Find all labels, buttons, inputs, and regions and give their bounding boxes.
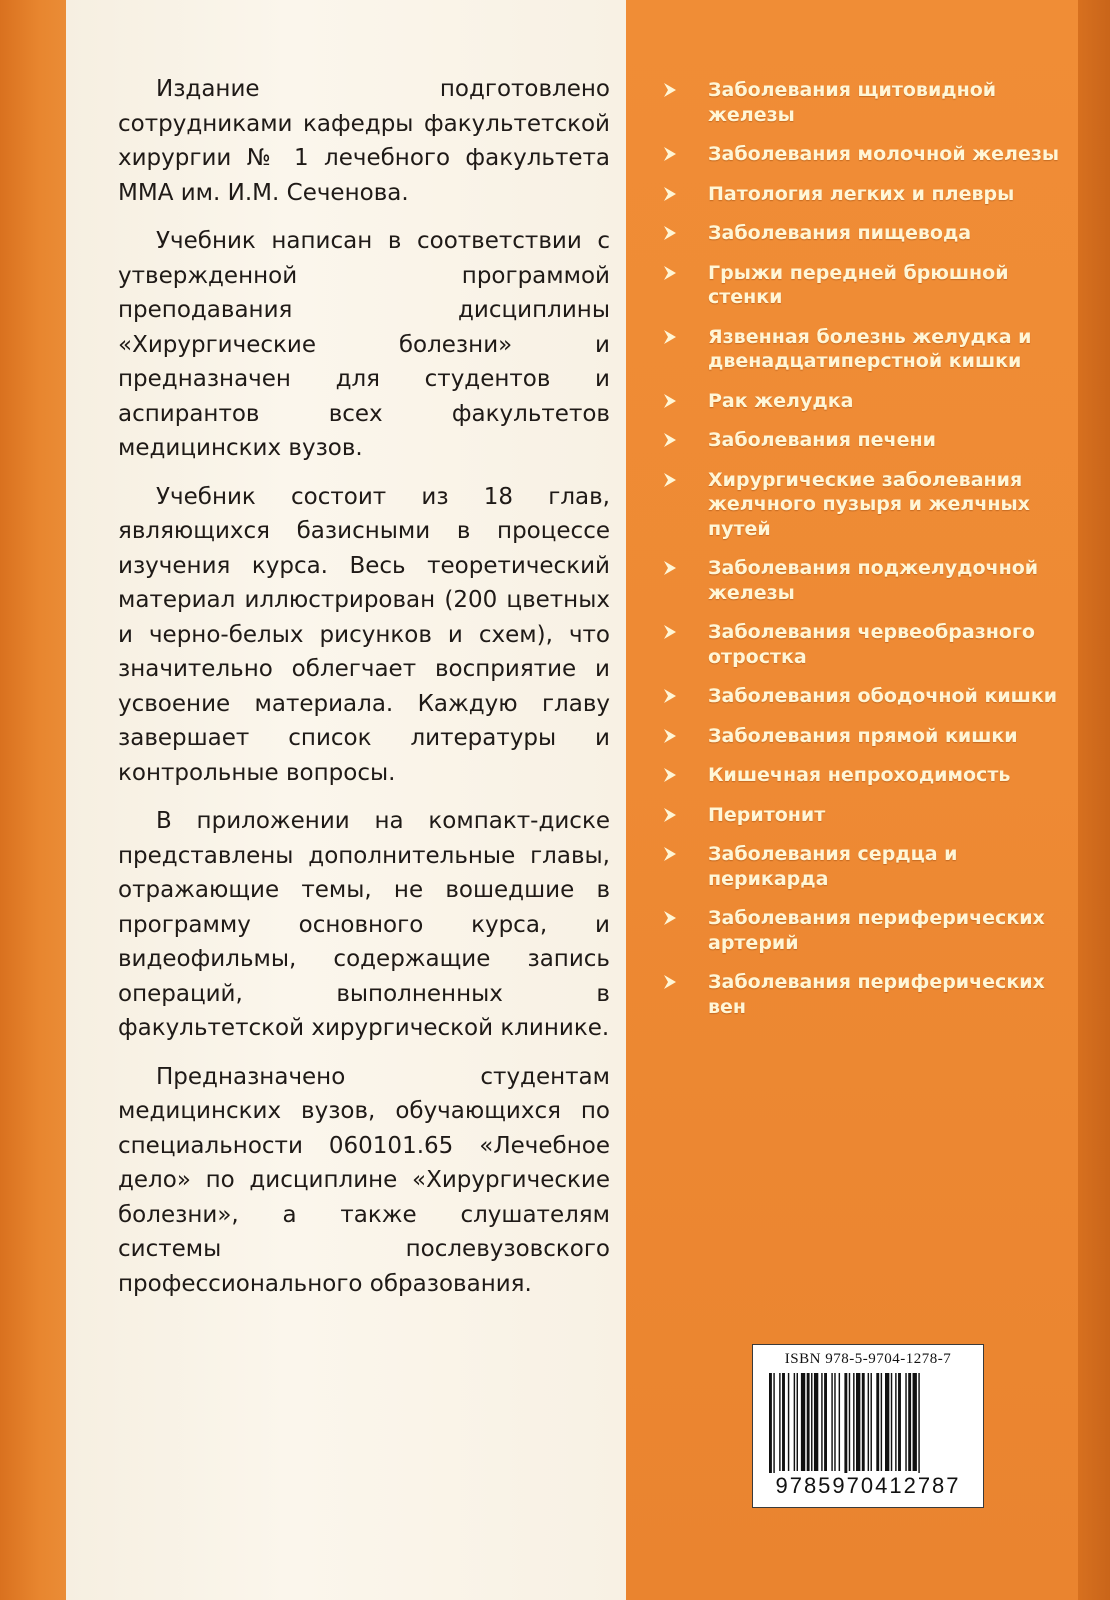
topic-item — [660, 221, 1060, 246]
chevron-right-icon — [662, 146, 678, 162]
topic-label: Заболевания щитовидной железы — [708, 79, 997, 126]
topic-label: Кишечная непроходимость — [708, 764, 1011, 786]
topic-item — [660, 970, 1060, 1019]
description-paragraph-4: В приложении на компакт-диске представлены дополнительные главы, отражающие темы, не вошедшие в программу основного курса, и видеофильмы, содержащие запись операций, выполненных в факультетской хирургической клинике. — [118, 808, 610, 1041]
cover-right-edge — [1078, 0, 1110, 1600]
topic-item — [660, 556, 1060, 605]
cover-left-band — [0, 0, 66, 1600]
chevron-right-icon — [662, 807, 678, 823]
topic-item — [660, 620, 1060, 669]
chevron-right-icon — [662, 688, 678, 704]
topic-label: Заболевания сердца и перикарда — [708, 843, 958, 890]
chevron-right-icon — [662, 974, 678, 990]
chevron-right-icon — [662, 472, 678, 488]
topic-label: Заболевания печени — [708, 429, 936, 451]
topic-item — [660, 684, 1060, 709]
isbn-label: ISBN 978-5-9704-1278-7 — [784, 1351, 952, 1367]
chevron-right-icon — [662, 225, 678, 241]
chevron-right-icon — [662, 186, 678, 202]
topic-label: Заболевания пищевода — [708, 222, 972, 244]
topic-label: Заболевания молочной железы — [708, 143, 1060, 165]
chevron-right-icon — [662, 329, 678, 345]
description-paragraph-3: Учебник состоит из 18 глав, являющихся базисными в процессе изучения курса. Весь теоретический материал иллюстрирован (200 цветных и черно-белых рисунков и схем), что значительно облегчает восприятие и усвоение материала. Каждую главу завершает список литературы и контрольные вопросы. — [118, 483, 610, 786]
topics-list — [660, 78, 1060, 1034]
topic-item — [660, 842, 1060, 891]
isbn-digits: 9785970412787 — [761, 1473, 975, 1499]
topic-label: Рак желудка — [708, 389, 854, 412]
topic-label: Заболевания поджелудочной железы — [708, 557, 1039, 604]
chevron-right-icon — [662, 265, 678, 281]
chevron-right-icon — [662, 728, 678, 744]
description-paragraph-2: Учебник написан в соответствии с утвержденной программой преподавания дисциплины «Хирургические болезни» и предназначен для студентов и аспирантов всех факультетов медицинских вузов. — [118, 228, 610, 461]
topic-item — [660, 906, 1060, 955]
description-paragraph-5: Предназначено студентам медицинских вузов, обучающихся по специальности 060101.65 «Лечебное дело» по дисциплине «Хирургические болезни», а также слушателям системы послевузовского профессионального образования. — [118, 1063, 610, 1297]
topic-label: Заболевания периферических вен — [708, 971, 1045, 1018]
topic-item — [660, 803, 1060, 828]
topic-label: Грыжи передней брюшной стенки — [708, 261, 1009, 308]
topic-label: Заболевания периферических артерий — [708, 907, 1045, 954]
chevron-right-icon — [662, 82, 678, 98]
chevron-right-icon — [662, 846, 678, 862]
topic-item — [660, 389, 1060, 414]
chevron-right-icon — [662, 393, 678, 409]
topic-item — [660, 261, 1060, 310]
topic-item — [660, 325, 1060, 374]
description-text — [118, 72, 610, 1315]
topic-label: Заболевания ободочной кишки — [708, 685, 1058, 707]
barcode-bars — [767, 1373, 969, 1477]
topic-item — [660, 142, 1060, 167]
chevron-right-icon — [662, 767, 678, 783]
topic-label: Заболевания прямой кишки — [708, 724, 1018, 747]
topic-label: Язвенная болезнь желудка и двенадцатиперстной кишки — [708, 325, 1032, 372]
topic-item — [660, 182, 1060, 207]
chevron-right-icon — [662, 910, 678, 926]
isbn-barcode-block — [752, 1344, 984, 1508]
chevron-right-icon — [662, 560, 678, 576]
topic-item — [660, 78, 1060, 127]
topic-label: Заболевания червеобразного отростка — [708, 621, 1035, 668]
topic-item — [660, 724, 1060, 749]
topic-item — [660, 468, 1060, 542]
topic-item — [660, 428, 1060, 453]
topic-item — [660, 763, 1060, 788]
topic-label: Перитонит — [708, 803, 826, 826]
chevron-right-icon — [662, 432, 678, 448]
chevron-right-icon — [662, 624, 678, 640]
topic-label: Патология легких и плевры — [708, 182, 1015, 205]
topic-label: Хирургические заболевания желчного пузыря и желчных путей — [708, 468, 1030, 540]
description-paragraph-1: Издание подготовлено сотрудниками кафедры факультетской хирургии № 1 лечебного факультета ММА им. И.М. Сеченова. — [118, 76, 610, 206]
